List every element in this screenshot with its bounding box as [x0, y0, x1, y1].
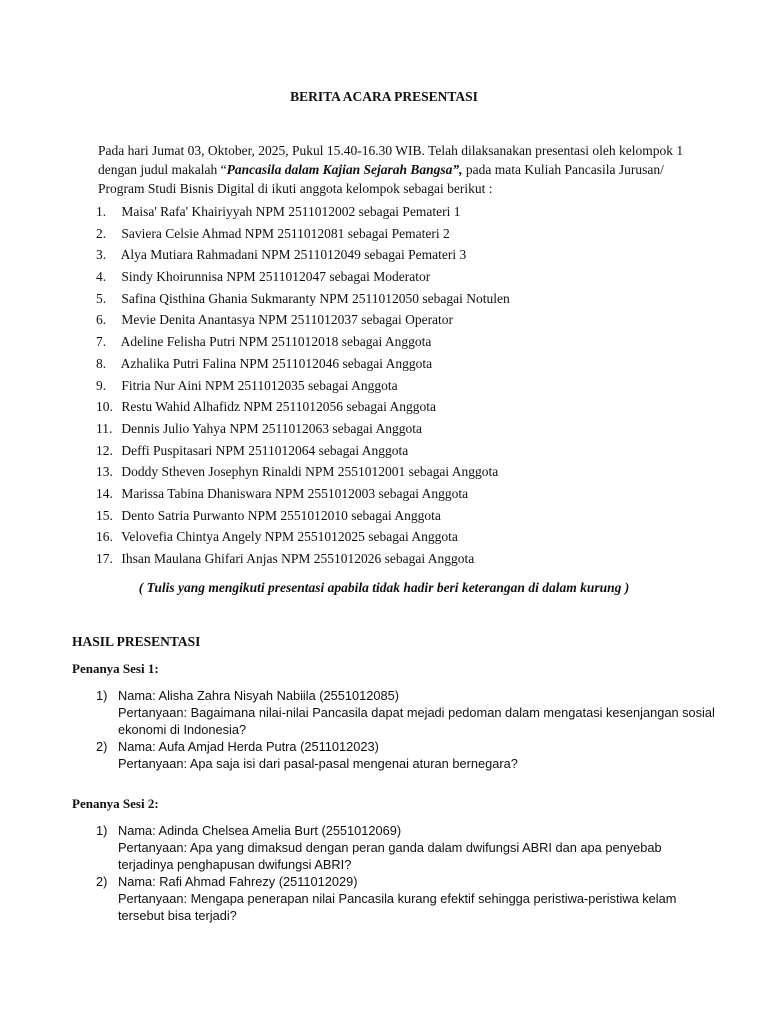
member-text: Mevie Denita Anantasya NPM 2511012037 sebagai Operator	[121, 312, 454, 328]
member-text: Doddy Stheven Josephyn Rinaldi NPM 2551012001 sebagai Anggota	[118, 464, 499, 480]
member-item	[96, 398, 716, 420]
intro-text-after: pada mata Kuliah Pancasila Jurusan/ Program Studi Bisnis Digital di ikuti anggota kelompok sebagai berikut :	[98, 162, 664, 196]
member-text: Saviera Celsie Ahmad NPM 2511012081 sebagai Pemateri 2	[121, 225, 450, 241]
member-text: Restu Wahid Alhafidz NPM 2511012056 sebagai Anggota	[118, 399, 437, 415]
member-number: 14.	[96, 485, 113, 501]
member-item	[96, 550, 716, 572]
member-item	[96, 355, 716, 377]
member-item	[96, 420, 716, 442]
member-text: Alya Mutiara Rahmadani NPM 2511012049 sebagai Pemateri 3	[120, 247, 467, 263]
question-item	[96, 687, 716, 738]
question-item	[96, 738, 716, 772]
member-text: Safina Qisthina Ghania Sukmaranty NPM 2511012050 sebagai Notulen	[121, 290, 510, 306]
results-heading: HASIL PRESENTASI	[72, 634, 201, 649]
member-number: 8.	[96, 355, 107, 371]
member-number: 4.	[96, 269, 107, 285]
member-text: Adeline Felisha Putri NPM 2511012018 sebagai Anggota	[120, 334, 432, 350]
member-number: 9.	[96, 377, 107, 393]
member-number: 1.	[96, 204, 107, 219]
member-number: 11.	[96, 420, 113, 436]
question-number: 2)	[96, 739, 108, 754]
question-text: Pertanyaan: Apa saja isi dari pasal-pasal mengenai aturan bernegara?	[118, 756, 518, 771]
document-title: BERITA ACARA PRESENTASI	[290, 89, 478, 104]
asker-name: Nama: Rafi Ahmad Fahrezy (2511012029)	[118, 874, 358, 889]
session-2-heading: Penanya Sesi 2:	[72, 796, 159, 811]
member-item	[96, 463, 716, 485]
member-number: 6.	[96, 312, 107, 328]
member-text: Marissa Tabina Dhaniswara NPM 2551012003 sebagai Anggota	[118, 485, 469, 501]
member-item	[96, 377, 716, 399]
member-item	[96, 485, 716, 507]
member-number: 17.	[96, 551, 113, 566]
member-number: 12.	[96, 442, 113, 458]
member-item	[96, 290, 716, 312]
intro-paragraph	[98, 141, 708, 198]
member-item	[96, 225, 716, 247]
question-number: 1)	[96, 688, 108, 703]
member-number: 5.	[96, 290, 107, 306]
question-number: 1)	[96, 823, 108, 838]
member-text: Deffi Puspitasari NPM 2511012064 sebagai Anggota	[121, 442, 409, 458]
question-item	[96, 822, 716, 873]
member-number: 16.	[96, 529, 113, 545]
member-number: 2.	[96, 225, 107, 241]
member-number: 3.	[96, 247, 107, 263]
session-1-questions	[96, 687, 716, 772]
asker-name: Nama: Alisha Zahra Nisyah Nabiila (2551012085)	[118, 688, 399, 703]
member-number: 10.	[96, 399, 113, 415]
member-item	[96, 507, 716, 529]
asker-name: Nama: Aufa Amjad Herda Putra (2511012023)	[118, 739, 379, 754]
session-2-questions	[96, 822, 716, 924]
member-text: Maisa' Rafa' Khairiyyah NPM 2511012002 sebagai Pemateri 1	[121, 204, 461, 219]
asker-name: Nama: Adinda Chelsea Amelia Burt (2551012069)	[118, 823, 402, 838]
member-text: Fitria Nur Aini NPM 2511012035 sebagai Anggota	[121, 377, 398, 393]
member-number: 13.	[96, 464, 113, 480]
intro-text-before: Pada hari Jumat 03, Oktober, 2025, Pukul 15.40-16.30 WIB. Telah dilaksanakan presentasi oleh kelompok 1 dengan judul makalah “	[98, 143, 684, 177]
member-item	[96, 203, 716, 225]
member-item	[96, 311, 716, 333]
member-number: 15.	[96, 507, 113, 523]
question-item	[96, 873, 716, 924]
member-text: Velovefia Chintya Angely NPM 2551012025 sebagai Anggota	[121, 529, 458, 545]
member-list	[96, 203, 716, 572]
session-1-heading: Penanya Sesi 1:	[72, 661, 159, 676]
attendance-note: ( Tulis yang mengikuti presentasi apabila tidak hadir beri keterangan di dalam kurung )	[138, 580, 630, 595]
member-item	[96, 333, 716, 355]
member-item	[96, 268, 716, 290]
member-item	[96, 528, 716, 550]
member-item	[96, 442, 716, 464]
member-item	[96, 246, 716, 268]
member-text: Dento Satria Purwanto NPM 2551012010 sebagai Anggota	[118, 507, 441, 523]
question-text: Pertanyaan: Mengapa penerapan nilai Pancasila kurang efektif sehingga peristiwa-peristiwa kelam tersebut bisa terjadi?	[118, 891, 677, 923]
paper-title: Pancasila dalam Kajian Sejarah Bangsa”,	[226, 162, 463, 177]
question-text: Pertanyaan: Apa yang dimaksud dengan peran ganda dalam dwifungsi ABRI dan apa penyebab terjadinya penghapusan dwifungsi ABRI?	[118, 840, 662, 872]
member-text: Azhalika Putri Falina NPM 2511012046 sebagai Anggota	[120, 355, 433, 371]
member-number: 7.	[96, 334, 107, 350]
member-text: Dennis Julio Yahya NPM 2511012063 sebagai Anggota	[118, 420, 422, 436]
question-number: 2)	[96, 874, 108, 889]
question-text: Pertanyaan: Bagaimana nilai-nilai Pancasila dapat mejadi pedoman dalam mengatasi kesenjangan sosial ekonomi di Indonesia?	[118, 705, 715, 737]
member-text: Sindy Khoirunnisa NPM 2511012047 sebagai Moderator	[121, 269, 431, 285]
member-text: Ihsan Maulana Ghifari Anjas NPM 2551012026 sebagai Anggota	[121, 551, 475, 566]
